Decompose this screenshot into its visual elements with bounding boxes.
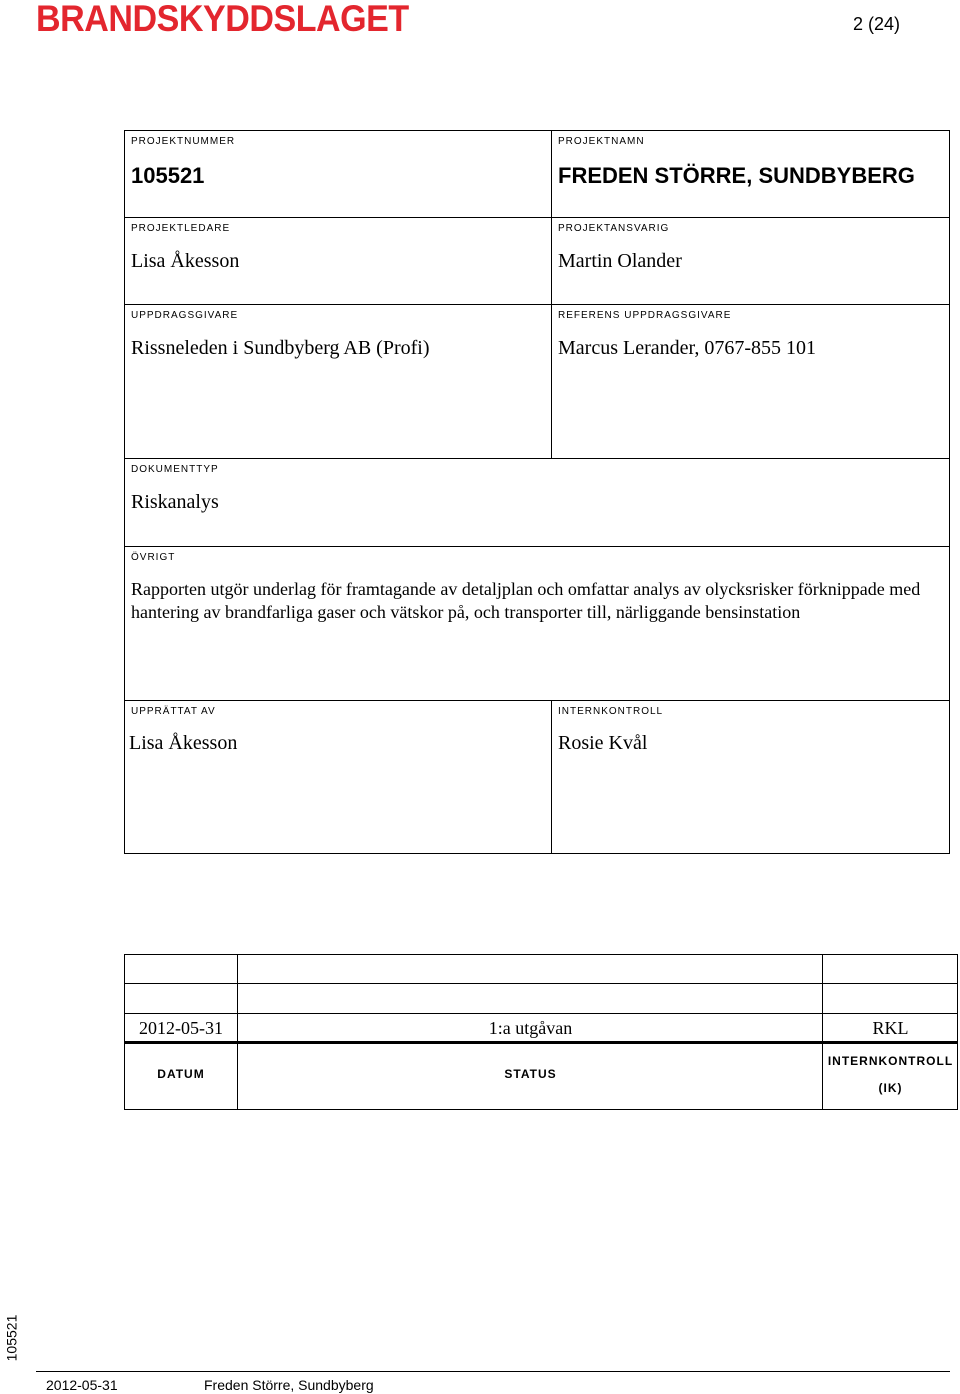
status-row-datum: 2012-05-31 [139,1018,223,1038]
referens-label: REFERENS UPPDRAGSGIVARE [558,310,732,321]
ovrigt-label: ÖVRIGT [131,552,176,563]
projektnamn-label: PROJEKTNAMN [558,136,645,147]
projektansvarig-value: Martin Olander [558,250,682,272]
projektnummer-label: PROJEKTNUMMER [131,136,236,147]
ik-header-line2: (IK) [878,1081,903,1095]
projektansvarig-label: PROJEKTANSVARIG [558,223,670,234]
uppdragsgivare-value: Rissneleden i Sundbyberg AB (Profi) [131,337,430,359]
status-header: STATUS [504,1067,557,1081]
projektnamn-value: FREDEN STÖRRE, SUNDBYBERG [558,163,915,188]
dokumenttyp-label: DOKUMENTTYP [131,464,219,475]
projektnummer-value: 105521 [131,163,205,188]
upprattat-value: Lisa Åkesson [129,732,238,754]
ik-header-line1: INTERNKONTROLL [827,1054,954,1068]
projektledare-value: Lisa Åkesson [131,250,240,272]
project-info-grid [124,130,950,854]
status-row-status: 1:a utgåvan [488,1018,573,1038]
ovrigt-text: Rapporten utgör underlag för framtagande av detaljplan och omfattar analys av olycksrisker förknippade med hantering av brandfarliga gaser och vätskor på, och transporter till, närliggande bensinstation [131,579,921,622]
internkontroll-value: Rosie Kvål [558,732,648,754]
dokumenttyp-value: Riskanalys [131,491,219,513]
side-project-number: 105521 [3,1314,20,1362]
upprattat-label: UPPRÄTTAT AV [131,706,216,717]
status-row-ik: RKL [872,1018,909,1038]
internkontroll-label: INTERNKONTROLL [558,706,664,717]
datum-header: DATUM [157,1067,205,1081]
footer-date: 2012-05-31 [46,1377,118,1393]
company-logo: BRANDSKYDDSLAGET [36,0,409,39]
projektledare-label: PROJEKTLEDARE [131,223,231,234]
page-number: 2 (24) [852,14,900,34]
footer-divider [36,1371,950,1372]
referens-value: Marcus Lerander, 0767-855 101 [558,337,817,359]
footer-title: Freden Större, Sundbyberg [204,1377,374,1393]
uppdragsgivare-label: UPPDRAGSGIVARE [131,310,239,321]
